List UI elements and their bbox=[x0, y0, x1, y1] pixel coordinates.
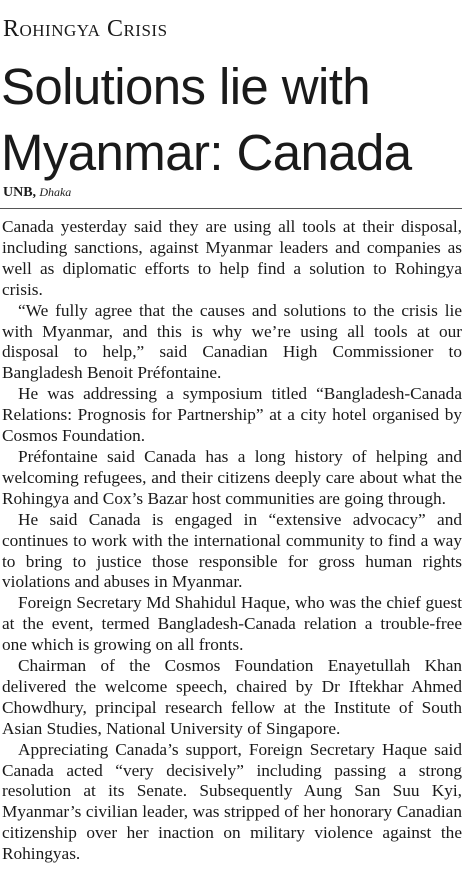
paragraph: He said Canada is engaged in “extensive advocacy” and continues to work with the international community to find a way to bring to justice those responsible for gross human rights violations and abuses in Myanmar. bbox=[2, 509, 462, 592]
paragraph: Préfontaine said Canada has a long history of helping and welcoming refugees, and their citizens deeply care about what the Rohingya and Cox’s Bazar host communities are going through. bbox=[2, 446, 462, 508]
byline-divider bbox=[0, 208, 462, 209]
paragraph: “We fully agree that the causes and solutions to the crisis lie with Myanmar, and this is why we’re using all tools at our disposal to help,” said Canadian High Commissioner to Bangladesh Benoit Préfontaine. bbox=[2, 300, 462, 383]
paragraph: He was addressing a symposium titled “Bangladesh-Canada Relations: Prognosis for Partnership” at a city hotel organised by Cosmos Foundation. bbox=[2, 384, 462, 446]
paragraph: Canada yesterday said they are using all tools at their disposal, including sanctions, against Myanmar leaders and companies as well as diplomatic efforts to help find a solution to Rohingya crisis. bbox=[2, 217, 462, 299]
article-body bbox=[2, 217, 462, 865]
section-kicker: Rohingya Crisis bbox=[3, 16, 168, 42]
paragraph: Chairman of the Cosmos Foundation Enayetullah Khan delivered the welcome speech, chaired by Dr Iftekhar Ahmed Chowdhury, principal research fellow at the Institute of South Asian Studies, National University of Singapore. bbox=[2, 656, 462, 738]
paragraph: Foreign Secretary Md Shahidul Haque, who was the chief guest at the event, termed Bangladesh-Canada relation a trouble-free one which is growing on all fronts. bbox=[2, 593, 462, 655]
byline bbox=[3, 183, 71, 202]
paragraph: Appreciating Canada’s support, Foreign Secretary Haque said Canada acted “very decisively” including passing a strong resolution at its Senate. Subsequently Aung San Suu Kyi, Myanmar’s civilian leader, was stripped of her honorary Canadian citizenship over her inaction on military violence against the Rohingyas. bbox=[2, 739, 462, 864]
byline-place: Dhaka bbox=[39, 185, 72, 199]
byline-agency: UNB, bbox=[3, 185, 37, 200]
headline-line-2: Myanmar: Canada bbox=[1, 124, 412, 181]
headline-line-1: Solutions lie with bbox=[1, 58, 371, 115]
headline bbox=[1, 54, 473, 186]
